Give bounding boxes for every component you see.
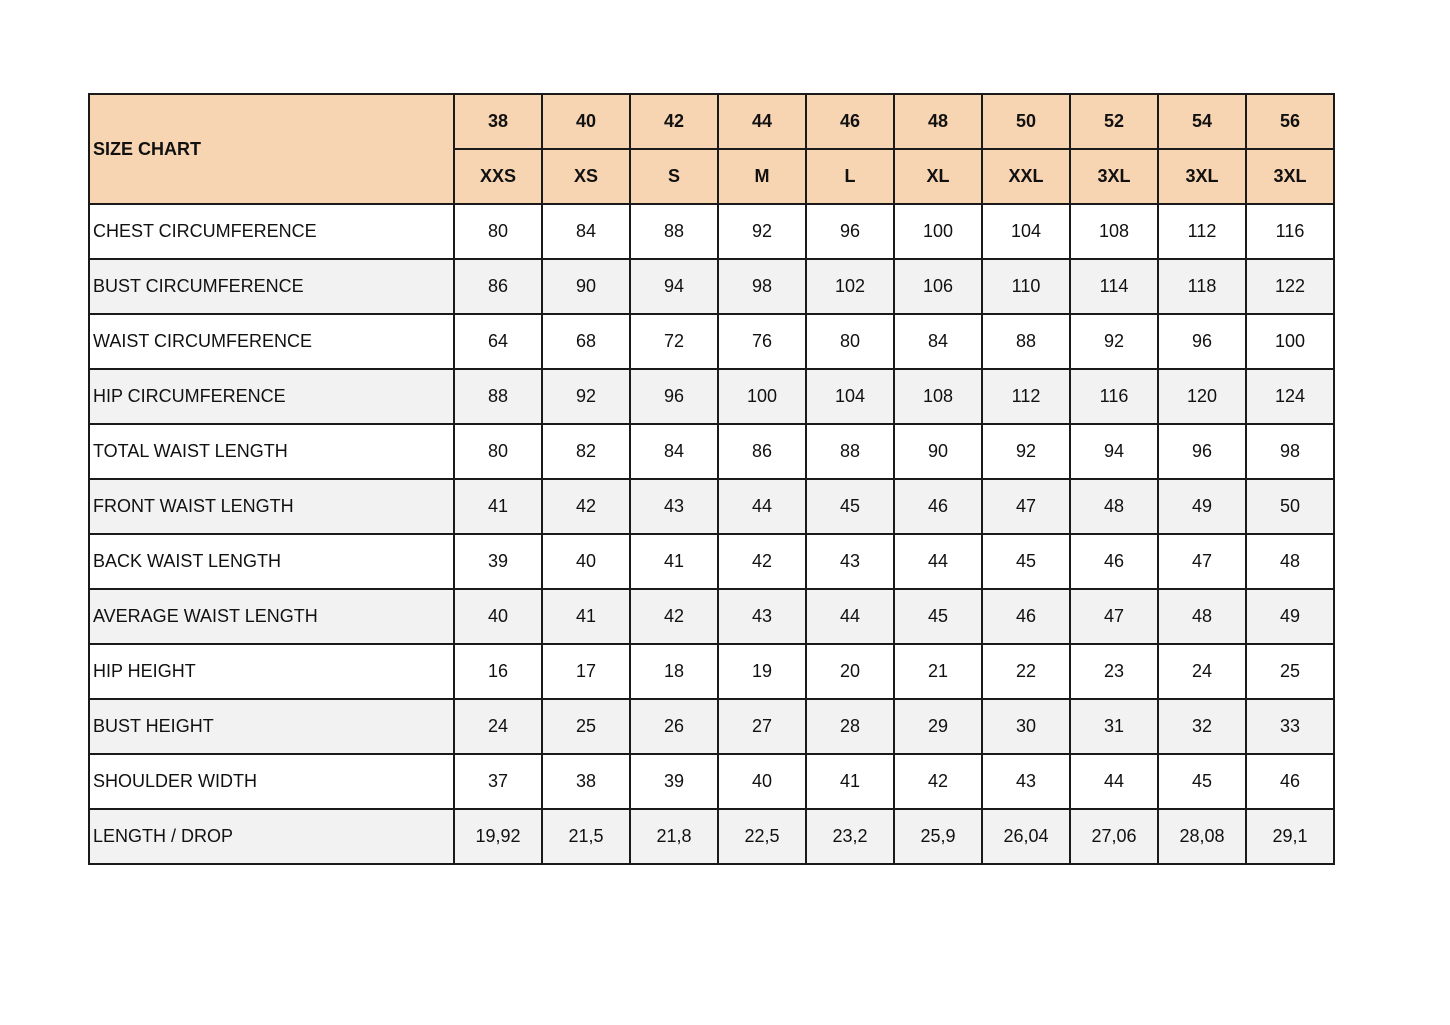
measurement-cell: 25 <box>1246 644 1334 699</box>
header-size-number: 46 <box>806 94 894 149</box>
measurement-cell: 27,06 <box>1070 809 1158 864</box>
measurement-cell: 25,9 <box>894 809 982 864</box>
size-chart-table <box>88 93 1335 865</box>
header-size-number: 40 <box>542 94 630 149</box>
measurement-cell: 22,5 <box>718 809 806 864</box>
measurement-cell: 21,5 <box>542 809 630 864</box>
measurement-cell: 45 <box>894 589 982 644</box>
measurement-cell: 26,04 <box>982 809 1070 864</box>
table-row <box>89 699 1334 754</box>
measurement-cell: 118 <box>1158 259 1246 314</box>
measurement-cell: 45 <box>806 479 894 534</box>
table-row <box>89 534 1334 589</box>
measurement-cell: 46 <box>982 589 1070 644</box>
measurement-cell: 41 <box>630 534 718 589</box>
measurement-cell: 46 <box>1070 534 1158 589</box>
measurement-cell: 90 <box>542 259 630 314</box>
measurement-cell: 32 <box>1158 699 1246 754</box>
measurement-cell: 24 <box>1158 644 1246 699</box>
measurement-cell: 43 <box>630 479 718 534</box>
measurement-cell: 43 <box>718 589 806 644</box>
table-body <box>89 204 1334 864</box>
measurement-cell: 39 <box>454 534 542 589</box>
row-label: SHOULDER WIDTH <box>89 754 454 809</box>
measurement-cell: 46 <box>894 479 982 534</box>
measurement-cell: 50 <box>1246 479 1334 534</box>
size-chart-title: SIZE CHART <box>89 94 454 204</box>
measurement-cell: 28 <box>806 699 894 754</box>
measurement-cell: 47 <box>982 479 1070 534</box>
table-row <box>89 809 1334 864</box>
table-row <box>89 424 1334 479</box>
header-size-number: 52 <box>1070 94 1158 149</box>
header-size-number: 44 <box>718 94 806 149</box>
measurement-cell: 112 <box>982 369 1070 424</box>
measurement-cell: 41 <box>806 754 894 809</box>
measurement-cell: 88 <box>806 424 894 479</box>
row-label: TOTAL WAIST LENGTH <box>89 424 454 479</box>
measurement-cell: 27 <box>718 699 806 754</box>
header-size-letter: XL <box>894 149 982 204</box>
measurement-cell: 42 <box>630 589 718 644</box>
header-size-number: 56 <box>1246 94 1334 149</box>
measurement-cell: 44 <box>894 534 982 589</box>
measurement-cell: 120 <box>1158 369 1246 424</box>
header-row-numeric-sizes <box>89 94 1334 149</box>
measurement-cell: 39 <box>630 754 718 809</box>
measurement-cell: 84 <box>630 424 718 479</box>
measurement-cell: 86 <box>718 424 806 479</box>
measurement-cell: 102 <box>806 259 894 314</box>
table-row <box>89 204 1334 259</box>
measurement-cell: 21 <box>894 644 982 699</box>
measurement-cell: 92 <box>718 204 806 259</box>
table-row <box>89 644 1334 699</box>
measurement-cell: 40 <box>454 589 542 644</box>
header-size-letter: XXL <box>982 149 1070 204</box>
measurement-cell: 38 <box>542 754 630 809</box>
measurement-cell: 84 <box>542 204 630 259</box>
measurement-cell: 37 <box>454 754 542 809</box>
measurement-cell: 42 <box>542 479 630 534</box>
measurement-cell: 44 <box>1070 754 1158 809</box>
measurement-cell: 48 <box>1246 534 1334 589</box>
measurement-cell: 42 <box>718 534 806 589</box>
row-label: FRONT WAIST LENGTH <box>89 479 454 534</box>
measurement-cell: 30 <box>982 699 1070 754</box>
measurement-cell: 100 <box>718 369 806 424</box>
measurement-cell: 114 <box>1070 259 1158 314</box>
measurement-cell: 47 <box>1070 589 1158 644</box>
measurement-cell: 28,08 <box>1158 809 1246 864</box>
measurement-cell: 108 <box>894 369 982 424</box>
measurement-cell: 46 <box>1246 754 1334 809</box>
measurement-cell: 33 <box>1246 699 1334 754</box>
measurement-cell: 112 <box>1158 204 1246 259</box>
measurement-cell: 72 <box>630 314 718 369</box>
measurement-cell: 17 <box>542 644 630 699</box>
measurement-cell: 82 <box>542 424 630 479</box>
measurement-cell: 108 <box>1070 204 1158 259</box>
measurement-cell: 49 <box>1246 589 1334 644</box>
measurement-cell: 41 <box>542 589 630 644</box>
measurement-cell: 20 <box>806 644 894 699</box>
measurement-cell: 49 <box>1158 479 1246 534</box>
measurement-cell: 64 <box>454 314 542 369</box>
header-size-letter: 3XL <box>1246 149 1334 204</box>
measurement-cell: 96 <box>806 204 894 259</box>
header-size-letter: 3XL <box>1158 149 1246 204</box>
measurement-cell: 44 <box>718 479 806 534</box>
measurement-cell: 88 <box>982 314 1070 369</box>
measurement-cell: 84 <box>894 314 982 369</box>
row-label: WAIST CIRCUMFERENCE <box>89 314 454 369</box>
measurement-cell: 43 <box>806 534 894 589</box>
table-row <box>89 589 1334 644</box>
measurement-cell: 68 <box>542 314 630 369</box>
measurement-cell: 18 <box>630 644 718 699</box>
measurement-cell: 96 <box>1158 424 1246 479</box>
table-row <box>89 479 1334 534</box>
measurement-cell: 96 <box>630 369 718 424</box>
measurement-cell: 88 <box>630 204 718 259</box>
measurement-cell: 21,8 <box>630 809 718 864</box>
measurement-cell: 106 <box>894 259 982 314</box>
header-size-letter: 3XL <box>1070 149 1158 204</box>
measurement-cell: 92 <box>982 424 1070 479</box>
table-row <box>89 259 1334 314</box>
measurement-cell: 26 <box>630 699 718 754</box>
measurement-cell: 29 <box>894 699 982 754</box>
measurement-cell: 41 <box>454 479 542 534</box>
table-header <box>89 94 1334 204</box>
header-size-number: 38 <box>454 94 542 149</box>
measurement-cell: 104 <box>806 369 894 424</box>
row-label: HIP CIRCUMFERENCE <box>89 369 454 424</box>
measurement-cell: 94 <box>1070 424 1158 479</box>
table-row <box>89 754 1334 809</box>
measurement-cell: 110 <box>982 259 1070 314</box>
measurement-cell: 80 <box>454 424 542 479</box>
header-size-letter: XS <box>542 149 630 204</box>
measurement-cell: 45 <box>1158 754 1246 809</box>
header-size-number: 42 <box>630 94 718 149</box>
measurement-cell: 48 <box>1070 479 1158 534</box>
measurement-cell: 98 <box>1246 424 1334 479</box>
row-label: AVERAGE WAIST LENGTH <box>89 589 454 644</box>
measurement-cell: 92 <box>1070 314 1158 369</box>
measurement-cell: 47 <box>1158 534 1246 589</box>
measurement-cell: 122 <box>1246 259 1334 314</box>
measurement-cell: 16 <box>454 644 542 699</box>
measurement-cell: 116 <box>1070 369 1158 424</box>
measurement-cell: 44 <box>806 589 894 644</box>
measurement-cell: 116 <box>1246 204 1334 259</box>
measurement-cell: 90 <box>894 424 982 479</box>
measurement-cell: 124 <box>1246 369 1334 424</box>
measurement-cell: 40 <box>542 534 630 589</box>
header-size-number: 48 <box>894 94 982 149</box>
measurement-cell: 88 <box>454 369 542 424</box>
measurement-cell: 48 <box>1158 589 1246 644</box>
measurement-cell: 100 <box>1246 314 1334 369</box>
measurement-cell: 19 <box>718 644 806 699</box>
row-label: CHEST CIRCUMFERENCE <box>89 204 454 259</box>
measurement-cell: 23 <box>1070 644 1158 699</box>
header-size-letter: M <box>718 149 806 204</box>
measurement-cell: 22 <box>982 644 1070 699</box>
measurement-cell: 92 <box>542 369 630 424</box>
header-size-letter: XXS <box>454 149 542 204</box>
measurement-cell: 43 <box>982 754 1070 809</box>
row-label: LENGTH / DROP <box>89 809 454 864</box>
measurement-cell: 80 <box>806 314 894 369</box>
measurement-cell: 96 <box>1158 314 1246 369</box>
measurement-cell: 80 <box>454 204 542 259</box>
row-label: BUST CIRCUMFERENCE <box>89 259 454 314</box>
measurement-cell: 98 <box>718 259 806 314</box>
header-size-letter: S <box>630 149 718 204</box>
header-size-number: 54 <box>1158 94 1246 149</box>
measurement-cell: 29,1 <box>1246 809 1334 864</box>
measurement-cell: 45 <box>982 534 1070 589</box>
measurement-cell: 42 <box>894 754 982 809</box>
measurement-cell: 94 <box>630 259 718 314</box>
measurement-cell: 86 <box>454 259 542 314</box>
measurement-cell: 104 <box>982 204 1070 259</box>
row-label: HIP HEIGHT <box>89 644 454 699</box>
header-size-letter: L <box>806 149 894 204</box>
row-label: BACK WAIST LENGTH <box>89 534 454 589</box>
measurement-cell: 25 <box>542 699 630 754</box>
measurement-cell: 100 <box>894 204 982 259</box>
table-row <box>89 314 1334 369</box>
measurement-cell: 23,2 <box>806 809 894 864</box>
measurement-cell: 76 <box>718 314 806 369</box>
measurement-cell: 19,92 <box>454 809 542 864</box>
measurement-cell: 40 <box>718 754 806 809</box>
header-size-number: 50 <box>982 94 1070 149</box>
table-row <box>89 369 1334 424</box>
row-label: BUST HEIGHT <box>89 699 454 754</box>
measurement-cell: 31 <box>1070 699 1158 754</box>
measurement-cell: 24 <box>454 699 542 754</box>
